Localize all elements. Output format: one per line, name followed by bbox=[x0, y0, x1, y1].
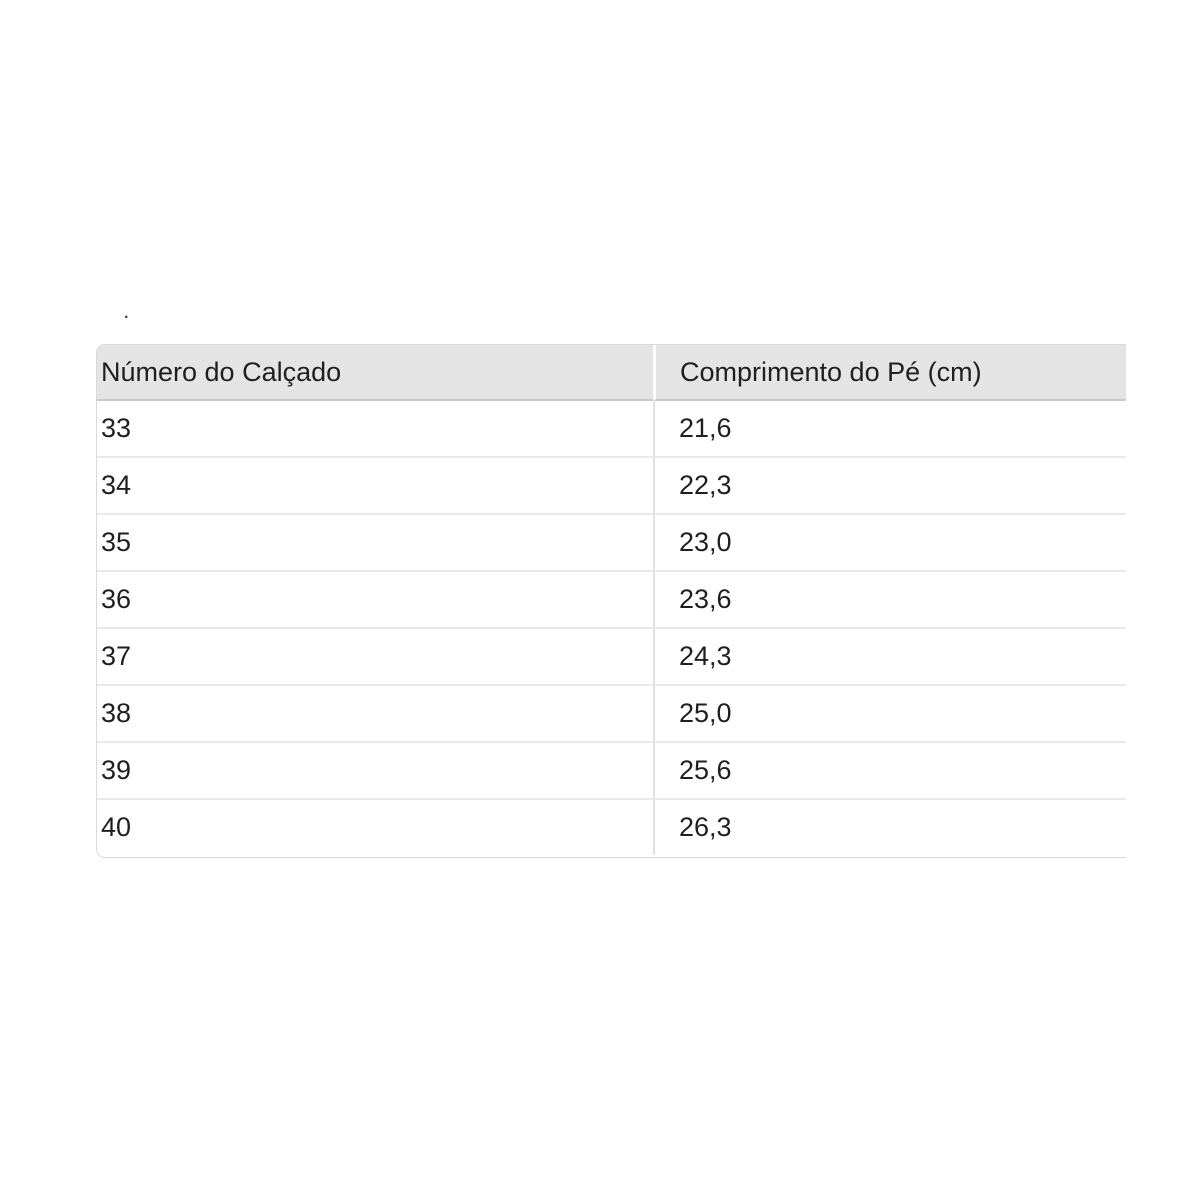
foot-length-cell: 26,3 bbox=[653, 800, 1126, 855]
foot-length-cell: 25,6 bbox=[653, 743, 1126, 800]
stray-dot: . bbox=[124, 305, 129, 322]
shoe-size-cell: 34 bbox=[97, 458, 653, 515]
foot-length-cell: 23,0 bbox=[653, 515, 1126, 572]
column-header-foot-length: Comprimento do Pé (cm) bbox=[653, 345, 1126, 401]
foot-length-cell: 25,0 bbox=[653, 686, 1126, 743]
table-row bbox=[97, 800, 1126, 855]
table-row bbox=[97, 401, 1126, 458]
table-row bbox=[97, 515, 1126, 572]
table-row bbox=[97, 686, 1126, 743]
shoe-size-cell: 38 bbox=[97, 686, 653, 743]
shoe-size-cell: 37 bbox=[97, 629, 653, 686]
table-row bbox=[97, 743, 1126, 800]
shoe-size-cell: 35 bbox=[97, 515, 653, 572]
table-header-row bbox=[97, 345, 1126, 401]
shoe-size-table bbox=[97, 345, 1126, 855]
foot-length-cell: 21,6 bbox=[653, 401, 1126, 458]
shoe-size-cell: 33 bbox=[97, 401, 653, 458]
foot-length-cell: 24,3 bbox=[653, 629, 1126, 686]
foot-length-cell: 23,6 bbox=[653, 572, 1126, 629]
column-header-shoe-size: Número do Calçado bbox=[97, 345, 653, 401]
shoe-size-cell: 39 bbox=[97, 743, 653, 800]
table-row bbox=[97, 572, 1126, 629]
shoe-size-cell: 36 bbox=[97, 572, 653, 629]
table-row bbox=[97, 458, 1126, 515]
foot-length-cell: 22,3 bbox=[653, 458, 1126, 515]
shoe-size-table-container bbox=[96, 344, 1126, 858]
table-row bbox=[97, 629, 1126, 686]
shoe-size-cell: 40 bbox=[97, 800, 653, 855]
